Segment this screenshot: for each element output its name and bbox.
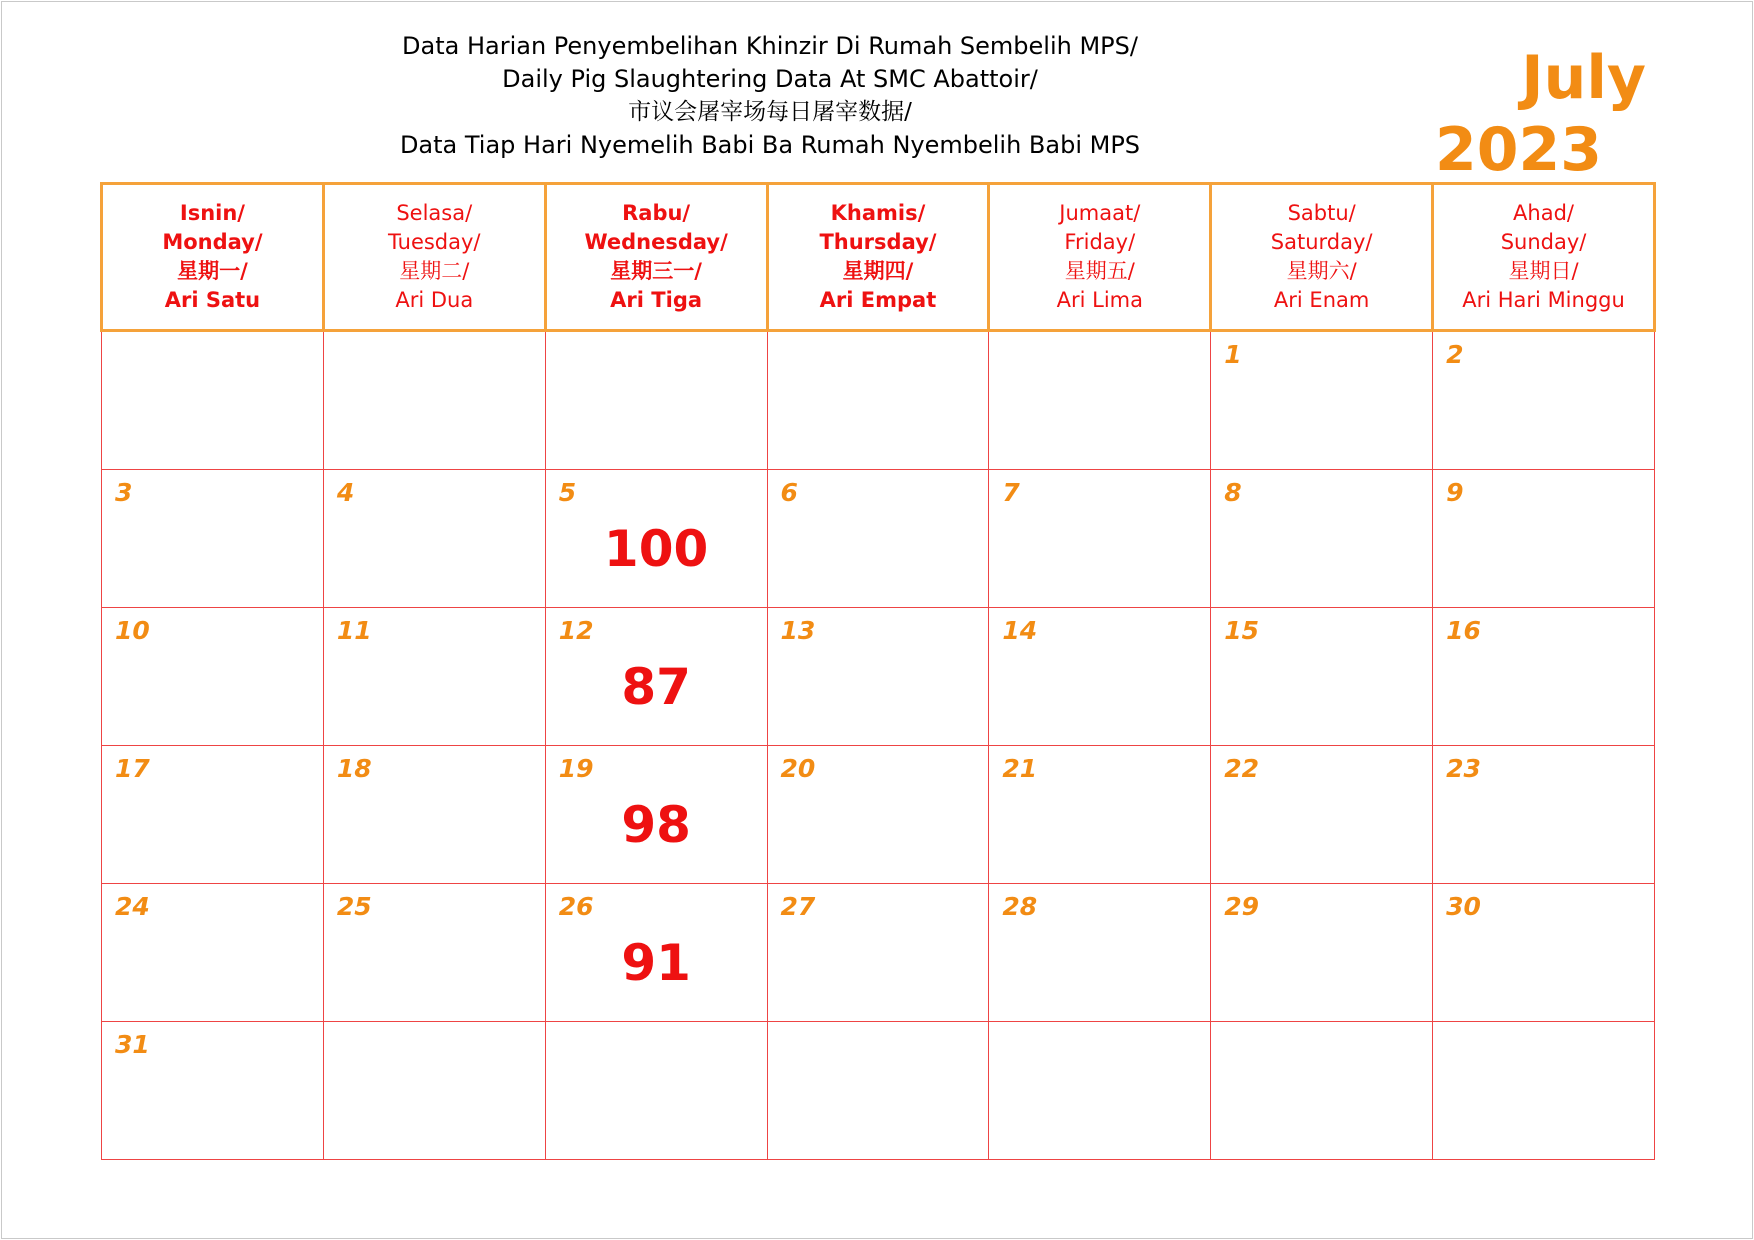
day-number: 22 <box>1224 754 1260 783</box>
day-number: 24 <box>115 892 150 921</box>
day-number: 15 <box>1224 616 1260 645</box>
calendar-empty-cell <box>1433 1022 1655 1160</box>
title-line-chinese: 市议会屠宰场每日屠宰数据/ <box>628 99 912 125</box>
weekday-label-chinese: 星期四/ <box>842 259 914 283</box>
weekday-label-malay: Selasa/ <box>396 201 473 225</box>
slaughter-count: 87 <box>621 658 691 716</box>
day-number: 1 <box>1224 340 1242 369</box>
weekday-label-iban: Ari Hari Minggu <box>1462 288 1625 312</box>
calendar-empty-cell <box>1211 1022 1433 1160</box>
calendar-week-row <box>102 884 1655 1022</box>
weekday-header-friday <box>989 184 1211 331</box>
weekday-label-english: Tuesday/ <box>388 230 481 254</box>
weekday-header-saturday <box>1211 184 1433 331</box>
calendar-empty-cell <box>767 1022 989 1160</box>
calendar-day-cell <box>102 608 324 746</box>
calendar-day-cell <box>1433 470 1655 608</box>
calendar-week-row <box>102 470 1655 608</box>
calendar-grid <box>100 182 1656 1160</box>
weekday-label-chinese: 星期六/ <box>1286 259 1357 283</box>
calendar-day-cell <box>989 470 1211 608</box>
day-number: 14 <box>1002 616 1038 645</box>
day-number: 13 <box>780 616 816 645</box>
weekday-label-malay: Sabtu/ <box>1287 201 1356 225</box>
calendar-week-row <box>102 1022 1655 1160</box>
calendar-day-cell <box>545 470 767 608</box>
weekday-label-malay: Jumaat/ <box>1059 201 1141 225</box>
day-number: 6 <box>780 478 798 507</box>
day-number: 2 <box>1446 340 1464 369</box>
weekday-label-chinese: 星期二/ <box>399 259 470 283</box>
day-number: 17 <box>115 754 150 783</box>
calendar-day-cell <box>1433 331 1655 470</box>
day-number: 27 <box>780 892 816 921</box>
calendar-week-row <box>102 331 1655 470</box>
calendar-day-cell <box>1211 746 1433 884</box>
calendar-empty-cell <box>989 1022 1211 1160</box>
day-number: 20 <box>780 754 816 783</box>
day-number: 16 <box>1446 616 1481 645</box>
calendar-day-cell <box>767 608 989 746</box>
calendar-empty-cell <box>989 331 1211 470</box>
weekday-header-thursday <box>767 184 989 331</box>
weekday-label-english: Thursday/ <box>819 230 937 254</box>
calendar-day-cell <box>323 746 545 884</box>
calendar-empty-cell <box>102 331 324 470</box>
title-line-english: Daily Pig Slaughtering Data At SMC Abattoir/ <box>502 65 1038 93</box>
calendar-empty-cell <box>323 1022 545 1160</box>
calendar-day-cell <box>102 746 324 884</box>
weekday-label-english: Saturday/ <box>1270 230 1373 254</box>
weekday-label-malay: Ahad/ <box>1513 201 1574 225</box>
day-number: 21 <box>1002 754 1038 783</box>
calendar-day-cell <box>989 746 1211 884</box>
month-label: July <box>1521 43 1646 113</box>
weekday-label-malay: Isnin/ <box>179 201 245 225</box>
calendar-day-cell <box>102 884 324 1022</box>
title-line-iban: Data Tiap Hari Nyemelih Babi Ba Rumah Nyembelih Babi MPS <box>399 131 1141 159</box>
day-number: 28 <box>1002 892 1038 921</box>
calendar-day-cell <box>767 884 989 1022</box>
month-year-heading <box>1435 42 1646 186</box>
calendar-day-cell <box>1211 884 1433 1022</box>
day-number: 18 <box>336 754 372 783</box>
day-number: 12 <box>558 616 594 645</box>
calendar-body <box>102 331 1655 1160</box>
weekday-label-iban: Ari Enam <box>1273 288 1370 312</box>
document-title <box>380 30 1160 162</box>
calendar-day-cell <box>767 746 989 884</box>
calendar-day-cell <box>102 470 324 608</box>
calendar-day-cell <box>1211 331 1433 470</box>
weekday-label-chinese: 星期三一/ <box>610 259 702 283</box>
calendar-day-cell <box>1433 608 1655 746</box>
weekday-label-malay: Rabu/ <box>622 201 691 225</box>
weekday-header-sunday <box>1433 184 1655 331</box>
calendar-empty-cell <box>323 331 545 470</box>
weekday-header-row <box>102 184 1655 331</box>
title-line-malay: Data Harian Penyembelihan Khinzir Di Rumah Sembelih MPS/ <box>402 32 1138 60</box>
weekday-label-english: Monday/ <box>162 230 263 254</box>
calendar-day-cell <box>323 470 545 608</box>
slaughter-count: 100 <box>603 520 709 578</box>
calendar-day-cell <box>1211 608 1433 746</box>
calendar-week-row <box>102 746 1655 884</box>
weekday-header-monday <box>102 184 324 331</box>
day-number: 31 <box>115 1030 150 1059</box>
year-label: 2023 <box>1435 115 1602 185</box>
calendar-empty-cell <box>767 331 989 470</box>
day-number: 7 <box>1002 478 1020 507</box>
weekday-label-iban: Ari Dua <box>395 288 474 312</box>
weekday-header-wednesday <box>545 184 767 331</box>
calendar-day-cell <box>545 608 767 746</box>
day-number: 9 <box>1446 478 1464 507</box>
calendar-day-cell <box>989 884 1211 1022</box>
calendar-day-cell <box>545 884 767 1022</box>
day-number: 19 <box>558 754 594 783</box>
weekday-label-iban: Ari Empat <box>819 288 937 312</box>
weekday-label-chinese: 星期日/ <box>1508 259 1579 283</box>
calendar-day-cell <box>1433 746 1655 884</box>
weekday-label-chinese: 星期五/ <box>1064 259 1135 283</box>
day-number: 8 <box>1224 478 1242 507</box>
weekday-label-english: Friday/ <box>1064 230 1136 254</box>
calendar-day-cell <box>545 746 767 884</box>
day-number: 3 <box>115 478 133 507</box>
day-number: 10 <box>115 616 150 645</box>
weekday-label-chinese: 星期一/ <box>177 259 248 283</box>
weekday-label-iban: Ari Tiga <box>610 288 703 312</box>
slaughter-count: 91 <box>621 934 691 992</box>
calendar-day-cell <box>989 608 1211 746</box>
day-number: 29 <box>1224 892 1260 921</box>
weekday-label-iban: Ari Lima <box>1056 288 1143 312</box>
calendar-day-cell <box>323 608 545 746</box>
weekday-label-iban: Ari Satu <box>164 288 261 312</box>
calendar-day-cell <box>1433 884 1655 1022</box>
day-number: 11 <box>336 616 372 645</box>
weekday-header-tuesday <box>323 184 545 331</box>
calendar-day-cell <box>767 470 989 608</box>
weekday-label-english: Wednesday/ <box>584 230 728 254</box>
calendar-week-row <box>102 608 1655 746</box>
slaughter-count: 98 <box>621 796 691 854</box>
day-number: 5 <box>558 478 577 507</box>
calendar-day-cell <box>323 884 545 1022</box>
calendar-empty-cell <box>545 1022 767 1160</box>
calendar-empty-cell <box>545 331 767 470</box>
day-number: 23 <box>1446 754 1481 783</box>
day-number: 30 <box>1446 892 1481 921</box>
weekday-label-malay: Khamis/ <box>830 201 926 225</box>
day-number: 25 <box>336 892 372 921</box>
day-number: 26 <box>558 892 594 921</box>
calendar-day-cell <box>102 1022 324 1160</box>
calendar-day-cell <box>1211 470 1433 608</box>
weekday-label-english: Sunday/ <box>1500 230 1587 254</box>
day-number: 4 <box>336 478 355 507</box>
